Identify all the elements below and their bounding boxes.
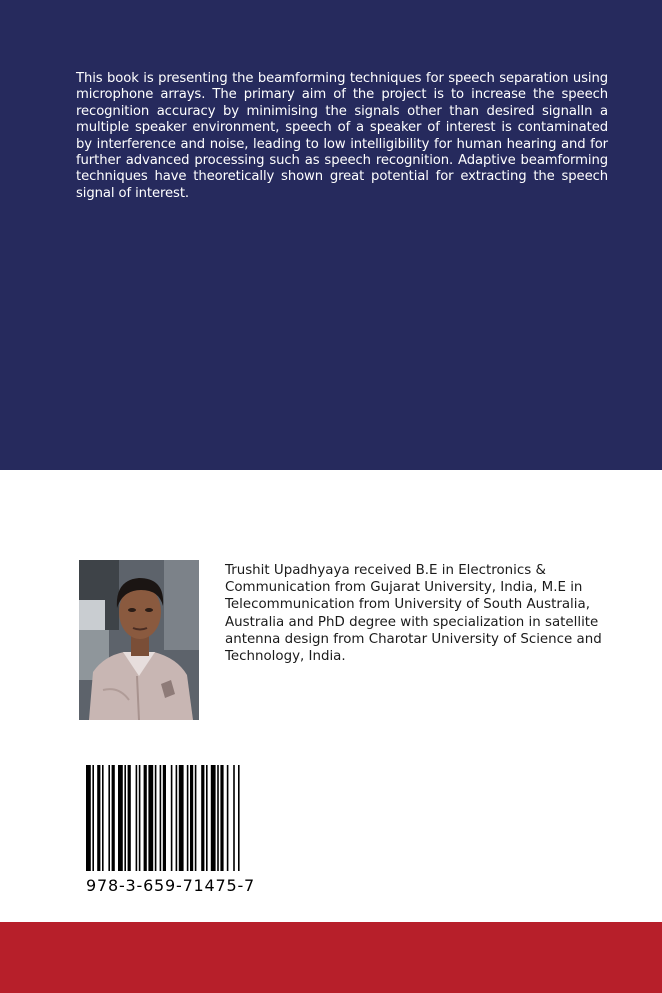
author-bio: Trushit Upadhyaya received B.E in Electronics & Communication from Gujarat University, India, M.E in Telecommunication from University of South Australia, Australia and PhD degree with specialization in satellite antenna design from Charotar University of Science and Technology, India. — [225, 563, 602, 665]
barcode-bar — [187, 765, 189, 871]
barcode-bar — [238, 765, 240, 871]
barcode-bar — [220, 765, 223, 871]
barcode-bar — [201, 765, 204, 871]
barcode-bar — [195, 765, 197, 871]
book-description: This book is presenting the beamforming techniques for speech separation using microphone arrays. The primary aim of the project is to increase the speech recognition accuracy by minimising the signals other than desired signalIn a multiple speaker environment, speech of a speaker of interest is contaminated by interference and noise, leading to low intelligibility for human hearing and for further advanced processing such as speech recognition. Adaptive beamforming techniques have theoretically shown great potential for extracting the speech signal of interest. — [76, 71, 608, 201]
barcode-bar — [148, 765, 153, 871]
barcode-bar — [155, 765, 157, 871]
bottom-red-band — [0, 922, 662, 993]
barcode-bar — [108, 765, 110, 871]
barcode-bar — [124, 765, 126, 871]
barcode-bar — [227, 765, 229, 871]
barcode-bar — [179, 765, 184, 871]
barcode-bar — [211, 765, 216, 871]
barcode-bar — [176, 765, 178, 871]
barcode-bar — [102, 765, 104, 871]
barcode-bar — [118, 765, 123, 871]
top-blue-panel — [0, 0, 662, 470]
barcode-bar — [136, 765, 138, 871]
barcode-bar — [190, 765, 193, 871]
author-photo — [79, 560, 199, 720]
barcode-bar — [163, 765, 166, 871]
barcode-bar — [217, 765, 219, 871]
barcode-bar — [144, 765, 147, 871]
barcode-bar — [128, 765, 131, 871]
barcode-bar — [206, 765, 208, 871]
barcode-bar — [92, 765, 94, 871]
barcode-bar — [139, 765, 141, 871]
isbn-barcode — [84, 765, 280, 871]
barcode-bar — [233, 765, 235, 871]
barcode-bar — [171, 765, 173, 871]
barcode-bar — [112, 765, 115, 871]
barcode-bar — [97, 765, 100, 871]
barcode-bar — [86, 765, 91, 871]
isbn-number: 978-3-659-71475-7 — [86, 876, 256, 895]
barcode-bar — [160, 765, 162, 871]
